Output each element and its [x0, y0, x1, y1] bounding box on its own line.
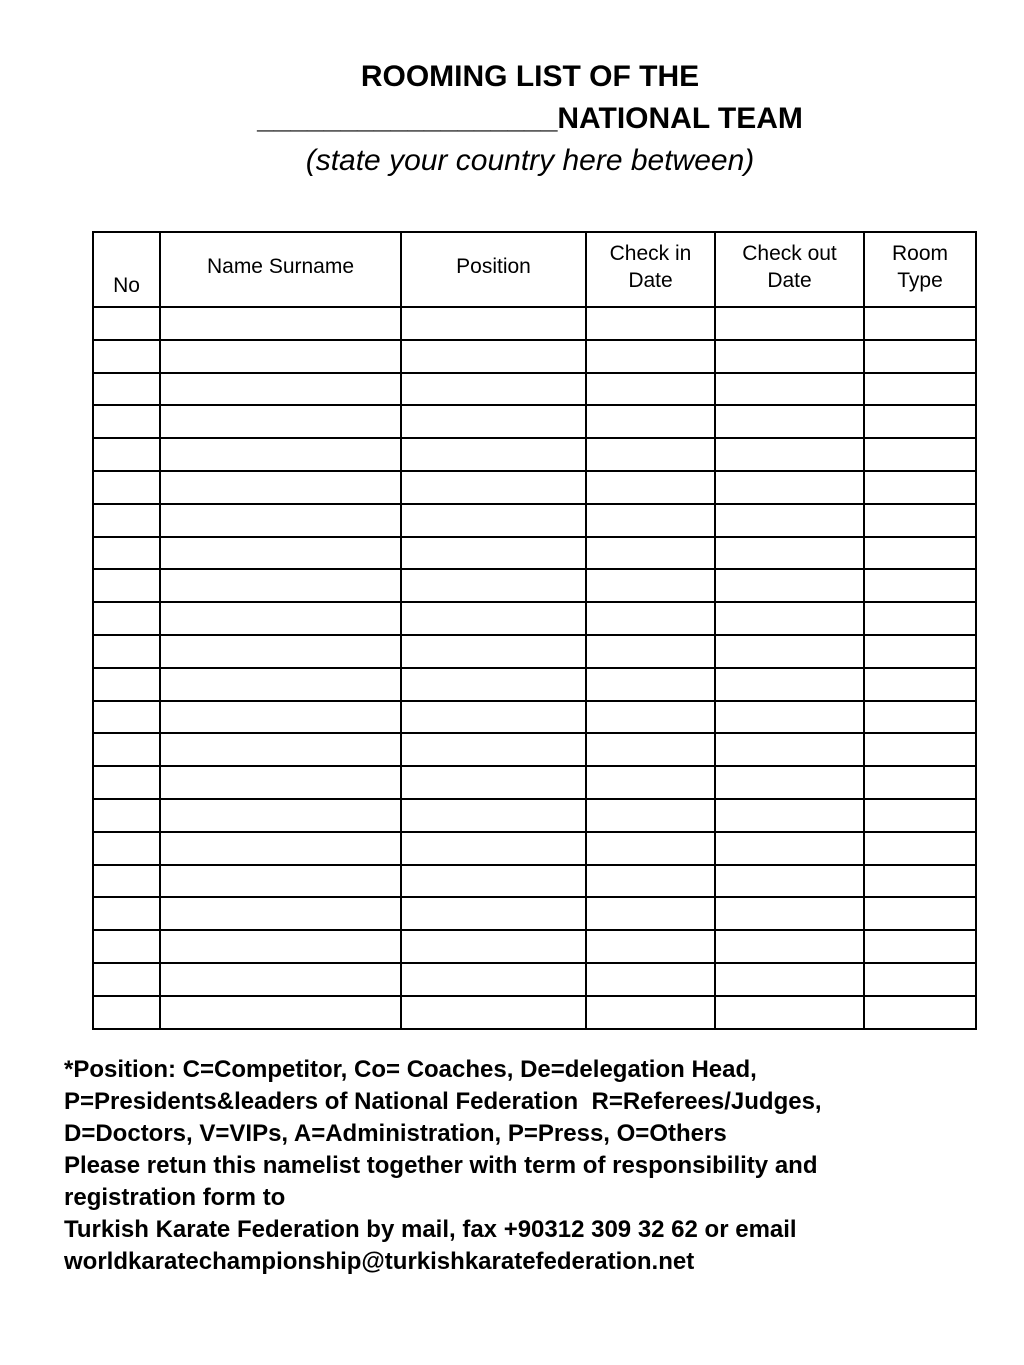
position-cell[interactable] [401, 569, 586, 602]
room-type-cell[interactable] [864, 471, 976, 504]
name-surname-cell[interactable] [160, 569, 401, 602]
position-cell[interactable] [401, 504, 586, 537]
room-type-cell[interactable] [864, 733, 976, 766]
no-cell[interactable] [93, 865, 160, 898]
name-surname-cell[interactable] [160, 963, 401, 996]
notes-line-registration-form: registration form to [64, 1184, 286, 1211]
check-out-date-cell[interactable] [715, 307, 864, 340]
check-in-date-cell[interactable] [586, 733, 715, 766]
position-cell[interactable] [401, 799, 586, 832]
room-type-cell[interactable] [864, 569, 976, 602]
header-position [401, 232, 586, 307]
header-name-surname-label: Name Surname [206, 255, 355, 278]
check-in-date-cell[interactable] [586, 668, 715, 701]
no-cell[interactable] [93, 438, 160, 471]
check-in-date-cell[interactable] [586, 963, 715, 996]
name-surname-cell[interactable] [160, 897, 401, 930]
table-row [93, 504, 976, 537]
check-in-date-cell[interactable] [586, 602, 715, 635]
table-row [93, 537, 976, 570]
table-row [93, 799, 976, 832]
header-check-in-label: Check in [609, 242, 692, 265]
room-type-cell[interactable] [864, 701, 976, 734]
position-cell[interactable] [401, 602, 586, 635]
name-surname-cell[interactable] [160, 373, 401, 406]
check-in-date-cell[interactable] [586, 701, 715, 734]
name-surname-cell[interactable] [160, 996, 401, 1029]
no-cell[interactable] [93, 373, 160, 406]
check-in-date-cell[interactable] [586, 996, 715, 1029]
room-type-cell[interactable] [864, 799, 976, 832]
check-in-date-cell[interactable] [586, 897, 715, 930]
no-cell[interactable] [93, 340, 160, 373]
room-type-cell[interactable] [864, 668, 976, 701]
title-instruction: (state your country here between) [305, 144, 755, 177]
table-row [93, 996, 976, 1029]
header-name-surname [160, 232, 401, 307]
position-cell[interactable] [401, 996, 586, 1029]
check-out-date-cell[interactable] [715, 701, 864, 734]
check-out-date-cell[interactable] [715, 733, 864, 766]
room-type-cell[interactable] [864, 832, 976, 865]
header-check-in-date [586, 232, 715, 307]
check-out-date-cell[interactable] [715, 340, 864, 373]
table-row [93, 438, 976, 471]
position-cell[interactable] [401, 832, 586, 865]
name-surname-cell[interactable] [160, 635, 401, 668]
no-cell[interactable] [93, 701, 160, 734]
header-check-out-date [715, 232, 864, 307]
position-cell[interactable] [401, 537, 586, 570]
header-no [93, 232, 160, 307]
no-cell[interactable] [93, 668, 160, 701]
name-surname-cell[interactable] [160, 504, 401, 537]
check-out-date-cell[interactable] [715, 963, 864, 996]
notes-line-position-legend-2: P=Presidents&leaders of National Federation R=Referees/Judges, [64, 1088, 822, 1115]
table-row [93, 405, 976, 438]
table-row [93, 471, 976, 504]
room-type-cell[interactable] [864, 996, 976, 1029]
notes-line-return-instruction: Please retun this namelist together with term of responsibility and [64, 1152, 818, 1179]
check-out-date-cell[interactable] [715, 635, 864, 668]
no-cell[interactable] [93, 504, 160, 537]
room-type-cell[interactable] [864, 405, 976, 438]
check-in-date-cell[interactable] [586, 438, 715, 471]
room-type-cell[interactable] [864, 504, 976, 537]
table-header-row [93, 232, 976, 307]
no-cell[interactable] [93, 635, 160, 668]
header-check-out-label: Check out [742, 242, 837, 265]
table-row [93, 307, 976, 340]
header-position-label: Position [456, 255, 531, 278]
room-type-cell[interactable] [864, 635, 976, 668]
room-type-cell[interactable] [864, 373, 976, 406]
check-out-date-cell[interactable] [715, 668, 864, 701]
name-surname-cell[interactable] [160, 668, 401, 701]
table-row [93, 930, 976, 963]
name-surname-cell[interactable] [160, 537, 401, 570]
table-row [93, 832, 976, 865]
rooming-list-table [92, 231, 977, 1030]
no-cell[interactable] [93, 405, 160, 438]
room-type-cell[interactable] [864, 340, 976, 373]
position-cell[interactable] [401, 340, 586, 373]
notes-line-contact: Turkish Karate Federation by mail, fax +90312 309 32 62 or email [64, 1216, 797, 1243]
position-cell[interactable] [401, 307, 586, 340]
name-surname-cell[interactable] [160, 340, 401, 373]
notes-line-position-legend-3: D=Doctors, V=VIPs, A=Administration, P=Press, O=Others [64, 1120, 727, 1147]
room-type-cell[interactable] [864, 766, 976, 799]
header-check-in-date-label: Date [628, 269, 673, 292]
header-room-type [864, 232, 976, 307]
table-row [93, 340, 976, 373]
check-in-date-cell[interactable] [586, 799, 715, 832]
header-check-out-date-label: Date [767, 269, 812, 292]
position-cell[interactable] [401, 930, 586, 963]
check-out-date-cell[interactable] [715, 930, 864, 963]
check-out-date-cell[interactable] [715, 471, 864, 504]
header-room-label: Room [891, 242, 949, 265]
check-in-date-cell[interactable] [586, 340, 715, 373]
name-surname-cell[interactable] [160, 930, 401, 963]
check-in-date-cell[interactable] [586, 865, 715, 898]
table-row [93, 602, 976, 635]
no-cell[interactable] [93, 471, 160, 504]
table-body [93, 307, 976, 1029]
check-out-date-cell[interactable] [715, 897, 864, 930]
check-in-date-cell[interactable] [586, 569, 715, 602]
check-in-date-cell[interactable] [586, 832, 715, 865]
check-out-date-cell[interactable] [715, 537, 864, 570]
title-line-2-country-blank: __________________NATIONAL TEAM [257, 102, 803, 135]
no-cell[interactable] [93, 537, 160, 570]
check-in-date-cell[interactable] [586, 405, 715, 438]
position-cell[interactable] [401, 963, 586, 996]
header-type-label: Type [897, 269, 943, 292]
room-type-cell[interactable] [864, 865, 976, 898]
name-surname-cell[interactable] [160, 865, 401, 898]
check-out-date-cell[interactable] [715, 799, 864, 832]
name-surname-cell[interactable] [160, 766, 401, 799]
position-cell[interactable] [401, 733, 586, 766]
check-out-date-cell[interactable] [715, 766, 864, 799]
table-row [93, 897, 976, 930]
name-surname-cell[interactable] [160, 307, 401, 340]
no-cell[interactable] [93, 733, 160, 766]
no-cell[interactable] [93, 766, 160, 799]
header-no-label: No [113, 274, 140, 297]
name-surname-cell[interactable] [160, 701, 401, 734]
notes-line-position-legend: *Position: C=Competitor, Co= Coaches, De=delegation Head, [64, 1056, 757, 1083]
check-out-date-cell[interactable] [715, 504, 864, 537]
check-in-date-cell[interactable] [586, 373, 715, 406]
position-cell[interactable] [401, 471, 586, 504]
table-row [93, 569, 976, 602]
no-cell[interactable] [93, 307, 160, 340]
no-cell[interactable] [93, 996, 160, 1029]
table-row [93, 668, 976, 701]
position-cell[interactable] [401, 865, 586, 898]
no-cell[interactable] [93, 832, 160, 865]
room-type-cell[interactable] [864, 307, 976, 340]
table-row [93, 373, 976, 406]
table-row [93, 963, 976, 996]
check-in-date-cell[interactable] [586, 766, 715, 799]
document-title [0, 56, 1024, 182]
table-row [93, 766, 976, 799]
position-cell[interactable] [401, 373, 586, 406]
name-surname-cell[interactable] [160, 602, 401, 635]
table-row [93, 865, 976, 898]
check-out-date-cell[interactable] [715, 405, 864, 438]
check-in-date-cell[interactable] [586, 504, 715, 537]
title-line-1: ROOMING LIST OF THE [360, 60, 700, 93]
position-cell[interactable] [401, 766, 586, 799]
room-type-cell[interactable] [864, 438, 976, 471]
check-out-date-cell[interactable] [715, 569, 864, 602]
check-in-date-cell[interactable] [586, 307, 715, 340]
name-surname-cell[interactable] [160, 405, 401, 438]
table-row [93, 733, 976, 766]
name-surname-cell[interactable] [160, 832, 401, 865]
check-out-date-cell[interactable] [715, 865, 864, 898]
check-out-date-cell[interactable] [715, 832, 864, 865]
check-in-date-cell[interactable] [586, 635, 715, 668]
table-row [93, 635, 976, 668]
check-out-date-cell[interactable] [715, 602, 864, 635]
no-cell[interactable] [93, 963, 160, 996]
no-cell[interactable] [93, 897, 160, 930]
room-type-cell[interactable] [864, 602, 976, 635]
notes-line-email: worldkaratechampionship@turkishkaratefederation.net [64, 1248, 695, 1275]
position-cell[interactable] [401, 405, 586, 438]
position-cell[interactable] [401, 668, 586, 701]
check-out-date-cell[interactable] [715, 996, 864, 1029]
check-out-date-cell[interactable] [715, 373, 864, 406]
check-out-date-cell[interactable] [715, 438, 864, 471]
position-cell[interactable] [401, 635, 586, 668]
position-cell[interactable] [401, 438, 586, 471]
check-in-date-cell[interactable] [586, 471, 715, 504]
no-cell[interactable] [93, 602, 160, 635]
position-cell[interactable] [401, 897, 586, 930]
name-surname-cell[interactable] [160, 471, 401, 504]
check-in-date-cell[interactable] [586, 537, 715, 570]
no-cell[interactable] [93, 799, 160, 832]
room-type-cell[interactable] [864, 537, 976, 570]
no-cell[interactable] [93, 930, 160, 963]
name-surname-cell[interactable] [160, 438, 401, 471]
position-cell[interactable] [401, 701, 586, 734]
no-cell[interactable] [93, 569, 160, 602]
instructions-notes [64, 1054, 1004, 1278]
room-type-cell[interactable] [864, 897, 976, 930]
room-type-cell[interactable] [864, 963, 976, 996]
room-type-cell[interactable] [864, 930, 976, 963]
check-in-date-cell[interactable] [586, 930, 715, 963]
name-surname-cell[interactable] [160, 799, 401, 832]
table-row [93, 701, 976, 734]
name-surname-cell[interactable] [160, 733, 401, 766]
